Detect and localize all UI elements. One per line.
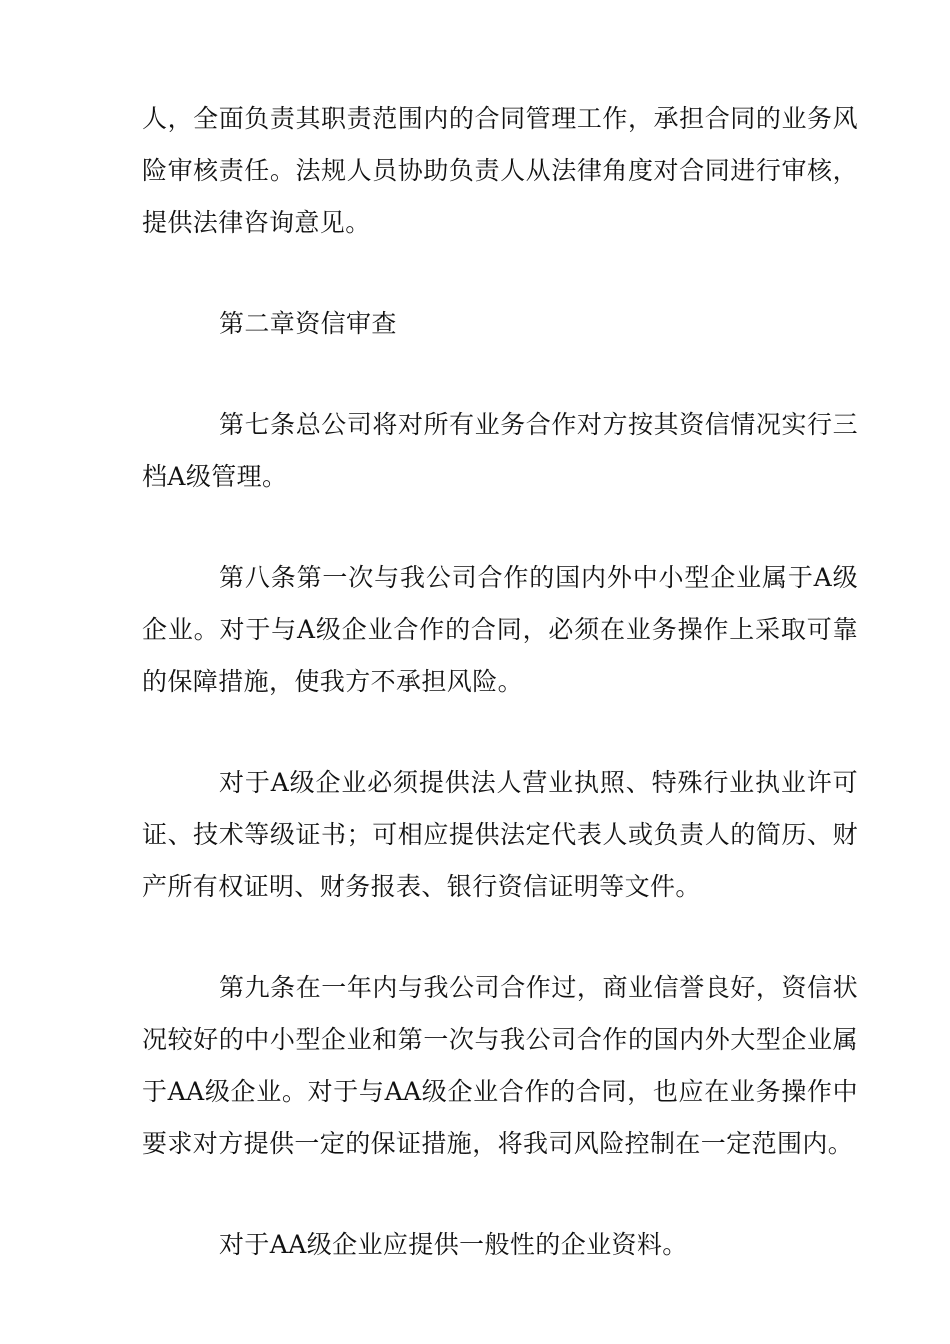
paragraph-article-8: 第八条第一次与我公司合作的国内外中小型企业属于A级企业。对于与A级企业合作的合同，必须在业务操作上采取可靠的保障措施，使我方不承担风险。	[142, 563, 858, 696]
paragraph-article-7: 第七条总公司将对所有业务合作对方按其资信情况实行三档A级管理。	[142, 410, 858, 491]
document-body	[142, 93, 858, 1271]
paragraph-responsibility-continued: 人，全面负责其职责范围内的合同管理工作，承担合同的业务风险审核责任。法规人员协助负责人从法律角度对合同进行审核，提供法律咨询意见。	[142, 104, 858, 237]
chapter-heading-credit-review: 第二章资信审查	[219, 309, 397, 338]
paragraph-aa-level-documents: 对于AA级企业应提供一般性的企业资料。	[219, 1230, 688, 1259]
paragraph-article-9: 第九条在一年内与我公司合作过，商业信誉良好，资信状况较好的中小型企业和第一次与我公司合作的国内外大型企业属于AA级企业。对于与AA级企业合作的合同，也应在业务操作中要求对方提供一定的保证措施，将我司风险控制在一定范围内。	[142, 973, 858, 1158]
paragraph-a-level-documents: 对于A级企业必须提供法人营业执照、特殊行业执业许可证、技术等级证书；可相应提供法定代表人或负责人的简历、财产所有权证明、财务报表、银行资信证明等文件。	[142, 768, 858, 901]
